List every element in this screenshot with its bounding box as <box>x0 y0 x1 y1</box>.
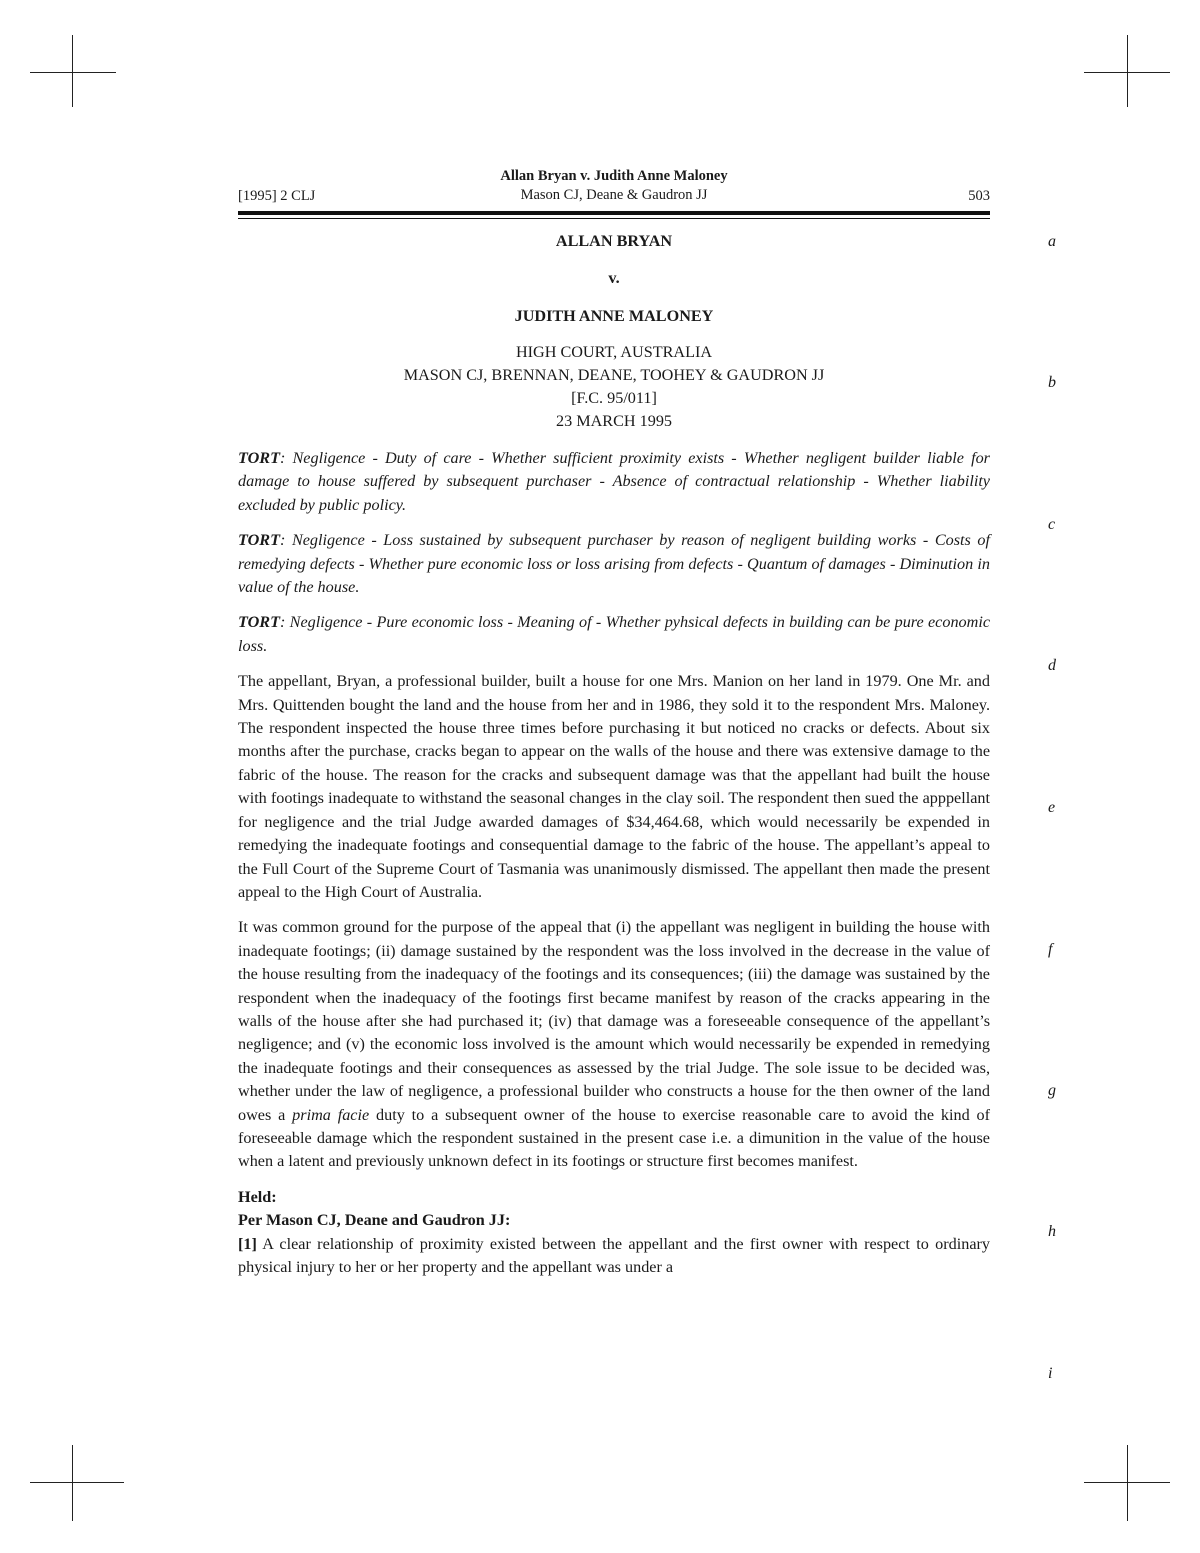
judgment-body <box>238 230 990 1279</box>
issue-text: It was common ground for the purpose of the appeal that (i) the appellant was negligent in building the house with inadequate footings; (ii) damage sustained by the respondent was the loss involved in the decrease in the value of the house resulting from the inadequacy of the footings and its consequences; (iii) the damage was sustained by the respondent when the inadequacy of the footings first became manifest by reason of the cracks appearing in the walls of the house after she had purchased it; (iv) that damage was a foreseeable consequence of the appellant’s negligence; and (v) the economic loss involved is the amount which would necessarily be expended in remedying the inadequate footings and their consequences as assessed by the trial Judge. The sole issue to be decided was, whether under the law of negligence, a professional builder who constructs a house for the then owner of the land owes a <box>238 918 990 1124</box>
court-details <box>238 341 990 433</box>
catchword-label: TORT <box>238 613 280 632</box>
catchword <box>238 447 990 517</box>
margin-letter: e <box>1048 799 1056 816</box>
held-per: Per Mason CJ, Deane and Gaudron JJ: <box>238 1211 511 1230</box>
coram: MASON CJ, BRENNAN, DEANE, TOOHEY & GAUDRON JJ <box>403 366 825 384</box>
issue-paragraph <box>238 916 990 1173</box>
header-case-title: Allan Bryan v. Judith Anne Maloney <box>500 168 728 184</box>
catchword-text: : Negligence - Pure economic loss - Meaning of - Whether pyhsical defects in building can be pure economic loss. <box>238 613 990 655</box>
catchword-label: TORT <box>238 531 280 550</box>
header-rule-thick <box>238 211 990 215</box>
issue-italic-term: prima facie <box>292 1105 370 1124</box>
header-rule-thin <box>238 218 990 219</box>
catchword-text: : Negligence - Duty of care - Whether sufficient proximity exists - Whether negligent builder liable for damage to house suffered by subsequent purchaser - Absence of contractual relationship - Whether liability excluded by public policy. <box>238 449 990 514</box>
margin-letter: d <box>1048 657 1056 674</box>
margin-letter: b <box>1048 374 1056 391</box>
margin-letter: i <box>1048 1365 1053 1382</box>
catchword <box>238 529 990 599</box>
running-header <box>238 166 990 208</box>
appellant-name: ALLAN BRYAN <box>555 232 673 250</box>
header-citation: [1995] 2 CLJ <box>238 188 316 204</box>
header-judges: Mason CJ, Deane & Gaudron JJ <box>520 187 708 203</box>
case-number: [F.C. 95/011] <box>571 389 657 407</box>
respondent-name: JUDITH ANNE MALONEY <box>514 307 714 325</box>
header-center <box>238 167 990 205</box>
catchword-text: : Negligence - Loss sustained by subsequent purchaser by reason of negligent building works - Costs of remedying defects - Whether pure economic loss or loss arising from defects - Quantum of damages - Diminution in value of the house. <box>238 531 990 597</box>
catchword <box>238 611 990 658</box>
court-name: HIGH COURT, AUSTRALIA <box>515 343 713 361</box>
margin-letter: c <box>1048 516 1056 533</box>
margin-letter: h <box>1048 1223 1056 1240</box>
margin-letter: a <box>1048 233 1056 250</box>
catchword-label: TORT <box>238 449 280 467</box>
held-heading: Held: <box>238 1187 277 1206</box>
header-page-number: 503 <box>968 188 990 204</box>
issue-text-end: duty to a subsequent owner of the house to exercise reasonable care to avoid the kind of foreseeable damage which the respondent sustained in the present case i.e. a dimunition in the value of the house when a latent and previously unknown defect in its footings or structure first becomes manifest. <box>238 1105 991 1171</box>
margin-letter: g <box>1048 1082 1056 1099</box>
held-paragraph-number: [1] <box>238 1234 257 1253</box>
facts-paragraph: The appellant, Bryan, a professional builder, built a house for one Mrs. Manion on her land in 1979. One Mr. and Mrs. Quittenden bought the land and the house from her and in 1986, they sold it to the respondent Mrs. Maloney. The respondent inspected the house three times before purchasing it but noticed no cracks or defects. About six months after the purchase, cracks began to appear on the walls of the house and there was extensive damage to the fabric of the house. The reason for the cracks and subsequent damage was that the appellant had built the house with footings inadequate to withstand the seasonal changes in the clay soil. The respondent then sued the apppellant for negligence and the trial Judge awarded damages of $34,464.68, which would necessarily be expended in remedying the inadequate footings and consequential damage to the fabric of the house. The appellant’s appeal to the Full Court of the Supreme Court of Tasmania was unanimously dismissed. The appellant then made the present appeal to the High Court of Australia. <box>238 672 990 901</box>
versus: v. <box>608 269 620 287</box>
held-paragraph-text: A clear relationship of proximity existed between the appellant and the first owner with respect to ordinary physical injury to her or her property and the appellant was under a <box>238 1234 990 1276</box>
judgment-date: 23 MARCH 1995 <box>555 412 673 430</box>
margin-letter: f <box>1048 941 1053 958</box>
held-paragraph-1 <box>238 1233 990 1280</box>
